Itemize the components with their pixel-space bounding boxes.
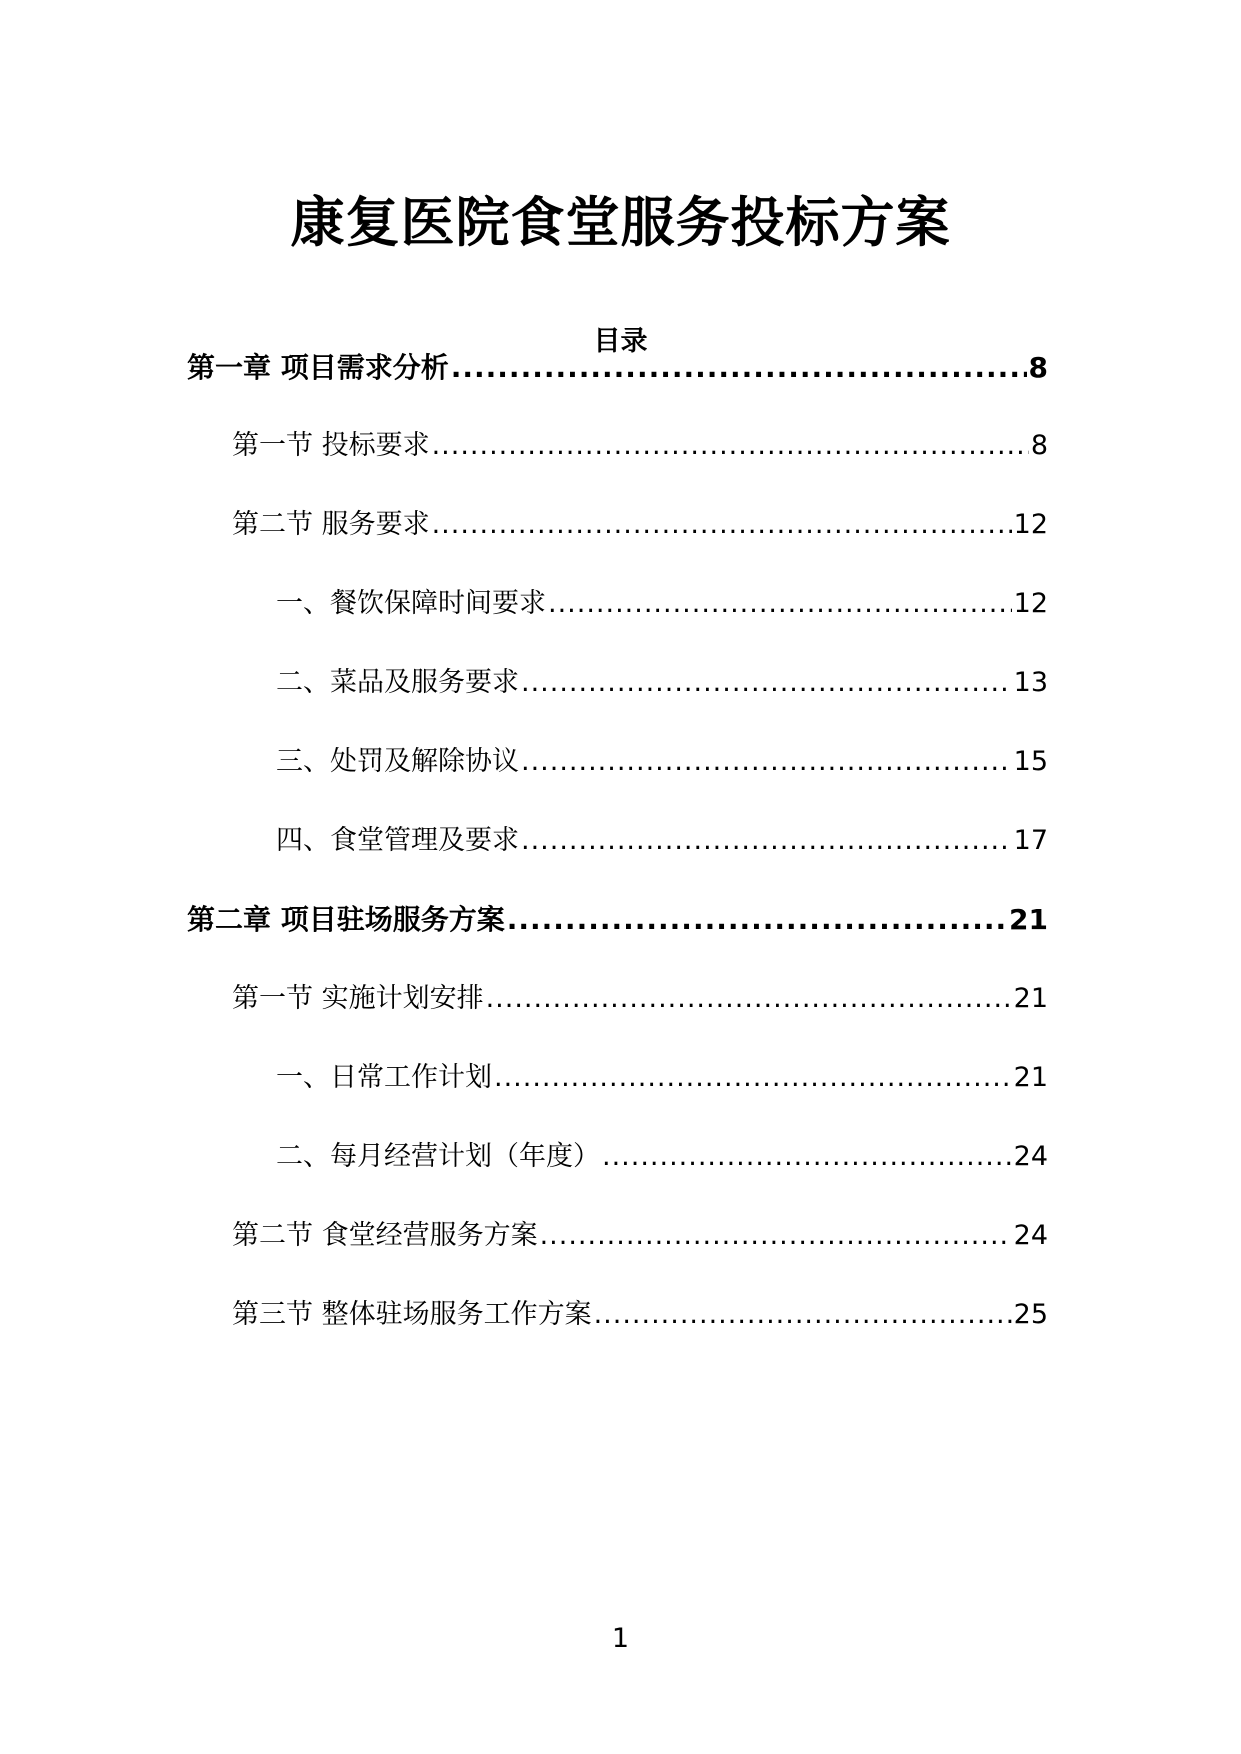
- toc-entry-page: 8: [1030, 430, 1048, 461]
- toc-entry-item-2-1-2[interactable]: [276, 1137, 1048, 1177]
- toc-entry-label: 第一节 投标要求: [232, 430, 430, 461]
- toc-entry-item-2-1-1[interactable]: [276, 1058, 1048, 1098]
- toc-dot-leader: [521, 742, 1012, 782]
- toc-entry-label: 四、食堂管理及要求: [276, 825, 519, 856]
- toc-entry-page: 21: [1013, 983, 1048, 1014]
- toc-dot-leader: [521, 663, 1012, 703]
- toc-dot-leader: [540, 1216, 1012, 1256]
- toc-entry-label: 一、餐饮保障时间要求: [276, 588, 546, 619]
- toc-dot-leader: [507, 900, 1007, 940]
- toc-entry-page: 21: [1013, 1062, 1048, 1093]
- toc-entry-item-1-2-1[interactable]: [276, 584, 1048, 624]
- toc-entry-section-1-2[interactable]: [232, 505, 1048, 545]
- toc-entry-chapter-2[interactable]: [187, 900, 1048, 940]
- toc-entry-label: 第三节 整体驻场服务工作方案: [232, 1299, 592, 1330]
- toc-entry-label: 第二章 项目驻场服务方案: [187, 903, 505, 936]
- toc-entry-section-2-1[interactable]: [232, 979, 1048, 1019]
- toc-entry-section-2-3[interactable]: [232, 1295, 1048, 1335]
- toc-entry-label: 第一节 实施计划安排: [232, 983, 484, 1014]
- toc-entry-section-1-1[interactable]: [232, 426, 1048, 466]
- toc-entry-chapter-1[interactable]: [187, 348, 1048, 388]
- toc-entry-label: 三、处罚及解除协议: [276, 746, 519, 777]
- toc-entry-label: 二、菜品及服务要求: [276, 667, 519, 698]
- toc-entry-page: 12: [1013, 588, 1048, 619]
- toc-entry-page: 12: [1013, 509, 1048, 540]
- toc-dot-leader: [494, 1058, 1012, 1098]
- toc-entry-label: 第一章 项目需求分析: [187, 351, 449, 384]
- toc-entry-label: 第二节 服务要求: [232, 509, 430, 540]
- toc-dot-leader: [486, 979, 1012, 1019]
- toc-entry-page: 8: [1028, 351, 1048, 384]
- toc-dot-leader: [451, 348, 1027, 388]
- toc-entry-page: 15: [1013, 746, 1048, 777]
- toc-entry-page: 24: [1013, 1141, 1048, 1172]
- toc-entry-page: 13: [1013, 667, 1048, 698]
- toc-entry-item-1-2-3[interactable]: [276, 742, 1048, 782]
- toc-dot-leader: [594, 1295, 1012, 1335]
- toc-entry-page: 25: [1013, 1299, 1048, 1330]
- toc-dot-leader: [432, 426, 1029, 466]
- toc-entry-page: 21: [1009, 903, 1048, 936]
- toc-dot-leader: [548, 584, 1012, 624]
- toc-entry-page: 24: [1013, 1220, 1048, 1251]
- toc-dot-leader: [432, 505, 1012, 545]
- toc-dot-leader: [521, 821, 1012, 861]
- document-title: 康复医院食堂服务投标方案: [290, 191, 951, 254]
- toc-entry-label: 二、每月经营计划（年度）: [276, 1141, 600, 1172]
- toc-entry-label: 第二节 食堂经营服务方案: [232, 1220, 538, 1251]
- toc-entry-page: 17: [1013, 825, 1048, 856]
- page-number: 1: [611, 1623, 630, 1654]
- toc-entry-item-1-2-2[interactable]: [276, 663, 1048, 703]
- toc-entry-label: 一、日常工作计划: [276, 1062, 492, 1093]
- toc-heading: 目录: [593, 326, 648, 357]
- toc-entry-item-1-2-4[interactable]: [276, 821, 1048, 861]
- toc-dot-leader: [602, 1137, 1012, 1177]
- toc-entry-section-2-2[interactable]: [232, 1216, 1048, 1256]
